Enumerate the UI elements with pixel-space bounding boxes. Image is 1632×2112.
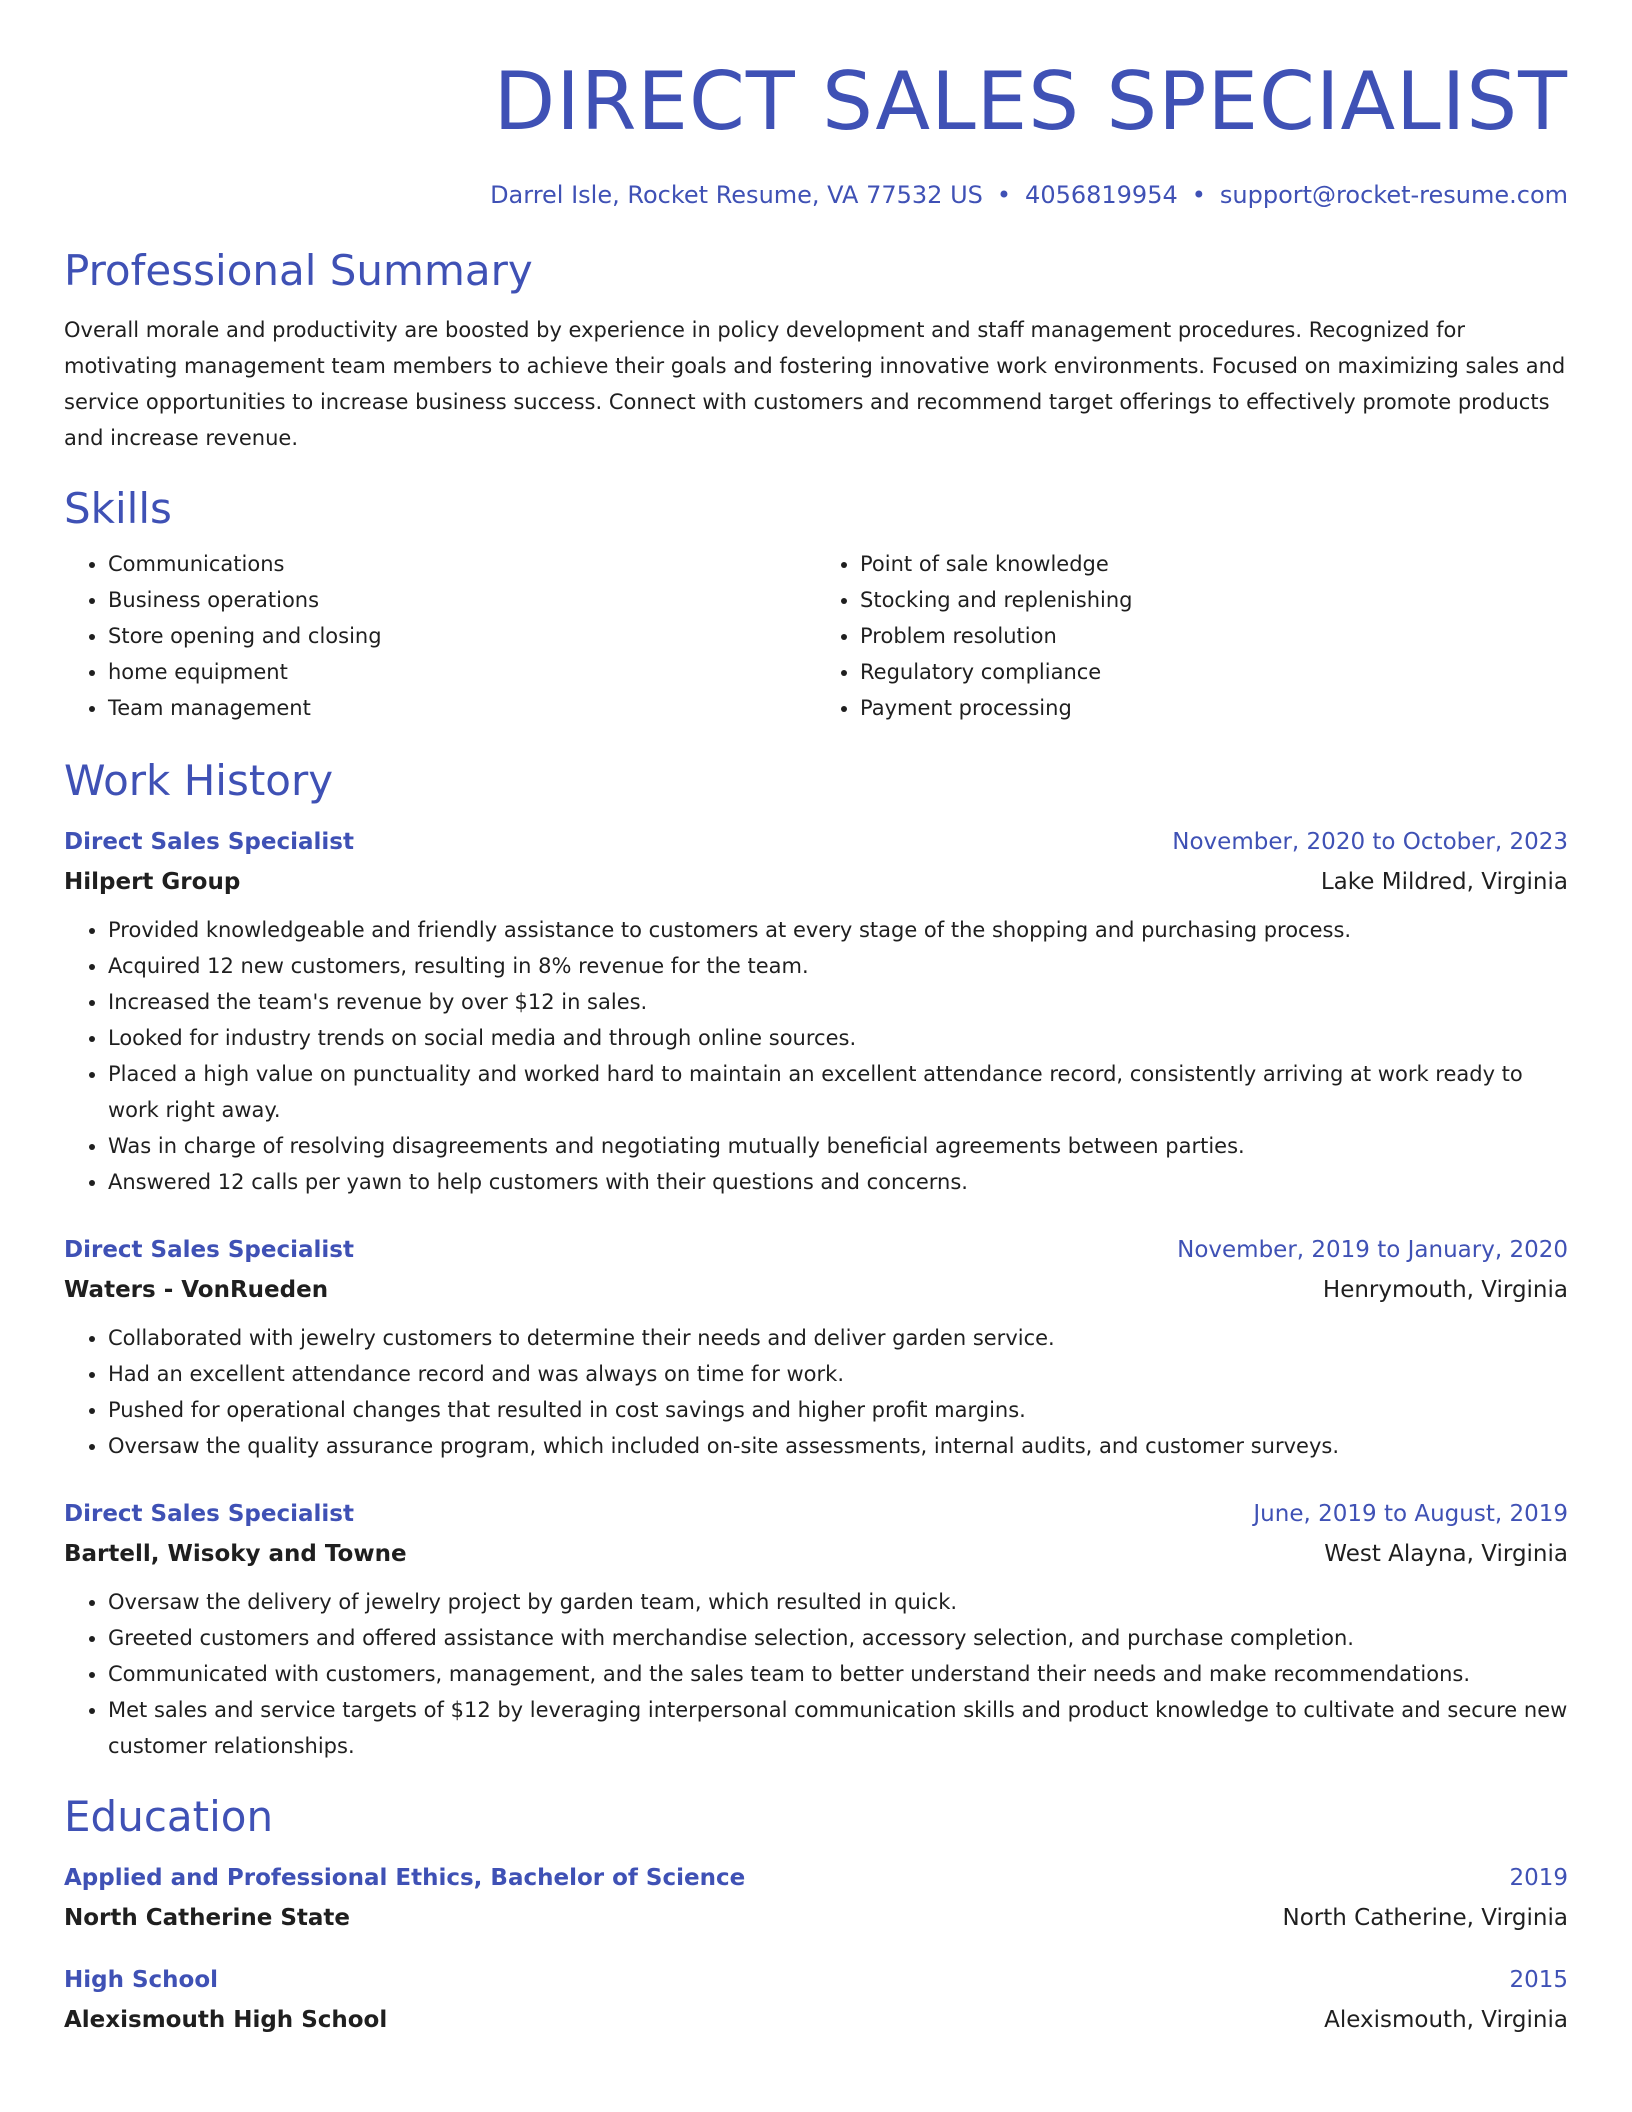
job-bullet: • Answered 12 calls per yawn to help customers with their questions and concerns. bbox=[108, 1164, 1568, 1200]
job-dates: June, 2019 to August, 2019 bbox=[1253, 1501, 1568, 1527]
skill-item: • Point of sale knowledge bbox=[860, 546, 1568, 582]
job-company: Waters - VonRueden bbox=[64, 1277, 329, 1303]
job-bullet: • Provided knowledgeable and friendly assistance to customers at every stage of the shopping and purchasing process. bbox=[108, 912, 1568, 948]
education-location: Alexismouth, Virginia bbox=[1324, 2007, 1568, 2033]
skill-item: • Business operations bbox=[108, 582, 816, 618]
resume-title: DIRECT SALES SPECIALIST bbox=[493, 55, 1568, 148]
job-company: Bartell, Wisoky and Towne bbox=[64, 1541, 407, 1567]
job-bullets bbox=[64, 912, 1568, 1200]
job-bullet: • Was in charge of resolving disagreements and negotiating mutually beneficial agreements between parties. bbox=[108, 1128, 1568, 1164]
job-title: Direct Sales Specialist bbox=[64, 1501, 354, 1527]
job-header bbox=[64, 1494, 1568, 1534]
education-location: North Catherine, Virginia bbox=[1282, 1905, 1568, 1931]
job-company: Hilpert Group bbox=[64, 869, 241, 895]
education-school-row bbox=[64, 1898, 1568, 1938]
education-heading: Education bbox=[64, 1792, 274, 1841]
job-location: Henrymouth, Virginia bbox=[1322, 1277, 1568, 1303]
skills-column-right bbox=[816, 546, 1568, 726]
job-bullet: • Had an excellent attendance record and was always on time for work. bbox=[108, 1356, 1568, 1392]
skill-item: • Stocking and replenishing bbox=[860, 582, 1568, 618]
job-bullet: • Oversaw the delivery of jewelry project by garden team, which resulted in quick. bbox=[108, 1584, 1568, 1620]
job-bullet: • Greeted customers and offered assistance with merchandise selection, accessory selection, and purchase completion. bbox=[108, 1620, 1568, 1656]
job-entry bbox=[64, 1230, 1568, 1464]
skill-item: • Problem resolution bbox=[860, 618, 1568, 654]
education-school-row bbox=[64, 2000, 1568, 2040]
contact-address: Darrel Isle, Rocket Resume, VA 77532 US bbox=[490, 181, 983, 209]
job-entry bbox=[64, 822, 1568, 1200]
education-header bbox=[64, 1960, 1568, 2000]
job-bullet: • Placed a high value on punctuality and worked hard to maintain an excellent attendance record, consistently arriving at work ready to work right away. bbox=[108, 1056, 1568, 1128]
education-year: 2019 bbox=[1509, 1865, 1568, 1891]
education-year: 2015 bbox=[1509, 1967, 1568, 1993]
job-bullet: • Oversaw the quality assurance program, which included on-site assessments, internal audits, and customer surveys. bbox=[108, 1428, 1568, 1464]
skill-item: • home equipment bbox=[108, 654, 816, 690]
contact-email[interactable]: support@rocket-resume.com bbox=[1219, 181, 1568, 209]
skill-item: • Communications bbox=[108, 546, 816, 582]
job-dates: November, 2019 to January, 2020 bbox=[1177, 1237, 1568, 1263]
skills-column-left bbox=[64, 546, 816, 726]
contact-separator: • bbox=[1191, 181, 1206, 209]
job-employer-row bbox=[64, 1534, 1568, 1574]
job-employer-row bbox=[64, 862, 1568, 902]
job-bullet: • Pushed for operational changes that resulted in cost savings and higher profit margins. bbox=[108, 1392, 1568, 1428]
summary-heading: Professional Summary bbox=[64, 246, 533, 295]
skills-list bbox=[64, 546, 1568, 726]
summary-text: Overall morale and productivity are boosted by experience in policy development and staff management procedures. Recognized for motivating management team members to achieve their goals and fostering innovative work environments. Focused on maximizing sales and service opportunities to increase business success. Connect with customers and recommend target offerings to effectively promote products and increase revenue. bbox=[64, 318, 1566, 450]
education-school: Alexismouth High School bbox=[64, 2007, 388, 2033]
skills-heading: Skills bbox=[64, 484, 172, 533]
contact-line bbox=[64, 178, 1568, 212]
job-bullet: • Met sales and service targets of $12 by leveraging interpersonal communication skills and product knowledge to cultivate and secure new customer relationships. bbox=[108, 1692, 1568, 1764]
education-entry bbox=[64, 1858, 1568, 1938]
job-location: Lake Mildred, Virginia bbox=[1320, 869, 1568, 895]
job-title: Direct Sales Specialist bbox=[64, 1237, 354, 1263]
job-header bbox=[64, 1230, 1568, 1270]
education-entry bbox=[64, 1960, 1568, 2040]
education-school: North Catherine State bbox=[64, 1905, 351, 1931]
education-header bbox=[64, 1858, 1568, 1898]
skill-item: • Regulatory compliance bbox=[860, 654, 1568, 690]
job-bullet: • Increased the team's revenue by over $12 in sales. bbox=[108, 984, 1568, 1020]
skill-item: • Team management bbox=[108, 690, 816, 726]
education-degree: Applied and Professional Ethics, Bachelor of Science bbox=[64, 1865, 746, 1891]
job-bullet: • Collaborated with jewelry customers to determine their needs and deliver garden service. bbox=[108, 1320, 1568, 1356]
job-dates: November, 2020 to October, 2023 bbox=[1172, 829, 1568, 855]
job-bullets bbox=[64, 1320, 1568, 1464]
skill-item: • Store opening and closing bbox=[108, 618, 816, 654]
education-degree: High School bbox=[64, 1967, 219, 1993]
job-header bbox=[64, 822, 1568, 862]
job-location: West Alayna, Virginia bbox=[1324, 1541, 1568, 1567]
job-employer-row bbox=[64, 1270, 1568, 1310]
job-bullets bbox=[64, 1584, 1568, 1764]
job-bullet: • Looked for industry trends on social media and through online sources. bbox=[108, 1020, 1568, 1056]
job-bullet: • Acquired 12 new customers, resulting in 8% revenue for the team. bbox=[108, 948, 1568, 984]
job-entry bbox=[64, 1494, 1568, 1764]
job-title: Direct Sales Specialist bbox=[64, 829, 354, 855]
contact-phone: 4056819954 bbox=[1025, 181, 1178, 209]
contact-separator: • bbox=[996, 181, 1012, 209]
job-bullet: • Communicated with customers, management, and the sales team to better understand their needs and make recommendations. bbox=[108, 1656, 1568, 1692]
skill-item: • Payment processing bbox=[860, 690, 1568, 726]
work-history-heading: Work History bbox=[64, 756, 334, 805]
